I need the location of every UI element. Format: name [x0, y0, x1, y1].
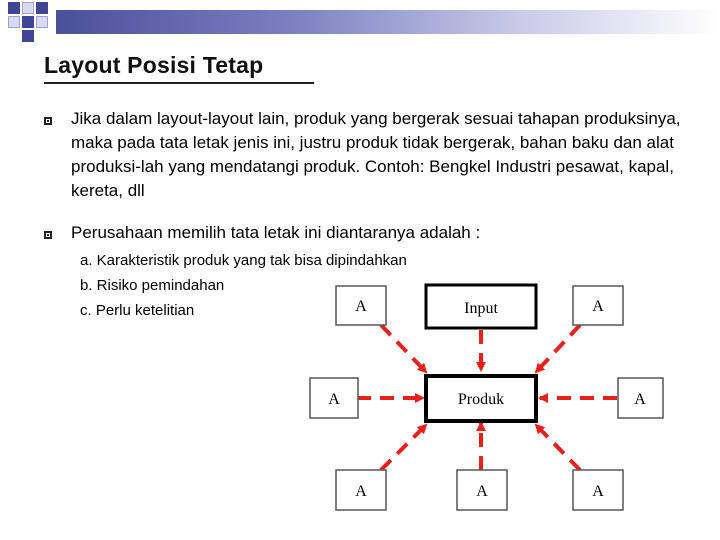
arrow-bottomleft-to-produk — [381, 425, 426, 470]
bullet-text-2: Perusahaan memilih tata letak ini diantaranya adalah : — [71, 223, 481, 242]
sub-item-a: a. Karakteristik produk yang tak bisa dipindahkan — [80, 252, 407, 269]
arrow-topright-to-produk — [536, 325, 580, 372]
a-label-bottom-right: A — [592, 483, 604, 500]
slide-title: Layout Posisi Tetap — [44, 52, 264, 78]
a-label-mid-left: A — [328, 391, 340, 408]
a-label-bottom-left: A — [355, 483, 367, 500]
arrow-topleft-to-produk — [381, 325, 426, 372]
a-label-top-right: A — [592, 298, 604, 315]
produk-box-label: Produk — [457, 391, 505, 408]
sub-item-b: b. Risiko pemindahan — [80, 277, 225, 294]
arrow-bottomright-to-produk — [536, 425, 580, 470]
a-label-mid-right: A — [634, 391, 646, 408]
a-label-top-left: A — [355, 298, 367, 315]
bullet-text-1: Jika dalam layout-layout lain, produk yang bergerak sesuai tahapan produksinya, maka pada tata letak jenis ini, justru produk tidak bergerak, bahan baku dan alat produksi-lah yang mendatangi produk. Contoh: Bengkel Industri pesawat, kapal, kereta, dll — [71, 109, 681, 200]
a-label-bottom-center: A — [476, 483, 488, 500]
input-box-label: Input — [464, 300, 498, 317]
sub-item-c: c. Perlu ketelitian — [80, 302, 195, 319]
